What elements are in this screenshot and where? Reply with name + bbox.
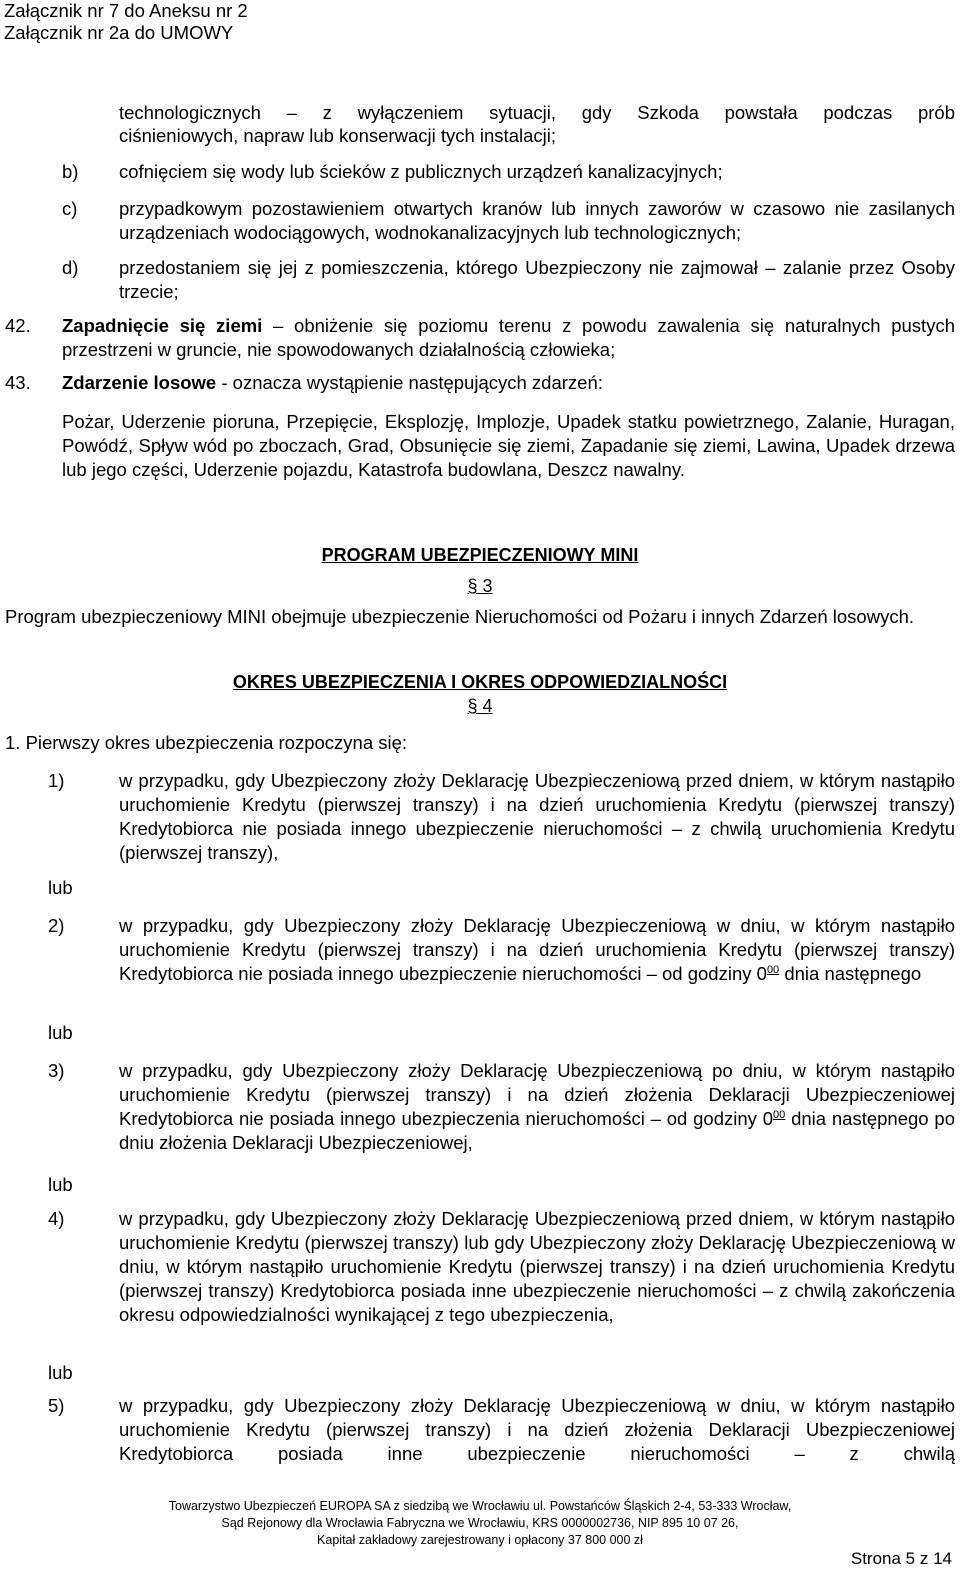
attachment-title-1: Załącznik nr 7 do Aneksu nr 2	[4, 0, 248, 21]
list-label-c: c)	[62, 198, 78, 219]
definition-43	[62, 371, 955, 395]
okres-lub-1: lub	[48, 877, 73, 898]
definition-term-42: Zapadnięcie się ziemi	[62, 315, 263, 336]
section-title-program: PROGRAM UBEZPIECZENIOWY MINI	[321, 545, 639, 565]
definition-text-42: – obniżenie się poziomu terenu z powodu zawalenia się naturalnych pustych przestrzeni w gruncie, nie spowodowanych działalnością człowieka;	[62, 315, 955, 360]
attachment-title-2: Załącznik nr 2a do UMOWY	[4, 22, 234, 43]
okres-item-2-text: w przypadku, gdy Ubezpieczony złoży Deklarację Ubezpieczeniową w dniu, w którym nastąpiło uruchomienie Kredytu (pierwszej transzy) i na dzień uruchomienia Kredytu (pierwszej transzy) Kredytobiorca nie posiada innego ubezpieczenie nieruchomości – od godziny 0	[119, 915, 955, 984]
definition-43-event-list: Pożar, Uderzenie pioruna, Przepięcie, Eksplozję, Implozje, Upadek statku powietrznego, Zalanie, Huragan, Powódź, Spływ wód po zboczach, Grad, Obsunięcie się ziemi, Zapadanie się ziemi, Lawina, Upadek drzewa lub jego części, Uderzenie pojazdu, Katastrofa budowlana, Deszcz nawalny.	[62, 411, 955, 480]
okres-item-1: w przypadku, gdy Ubezpieczony złoży Deklarację Ubezpieczeniową przed dniem, w którym nastąpiło uruchomienie Kredytu (pierwszej transzy) i na dzień uruchomienia Kredytu (pierwszej transzy) Kredytobiorca nie posiada innego ubezpieczenie nieruchomości – z chwilą uruchomienia Kredytu (pierwszej transzy),	[119, 770, 955, 863]
okres-lub-2: lub	[48, 1022, 73, 1043]
definition-number-43: 43.	[5, 372, 31, 393]
definition-term-43: Zdarzenie losowe	[62, 372, 217, 393]
page-number: Strona 5 z 14	[850, 1549, 952, 1568]
section-title-okres: OKRES UBEZPIECZENIA I OKRES ODPOWIEDZIALNOŚCI	[232, 672, 728, 692]
okres-lub-3: lub	[48, 1174, 73, 1195]
okres-item-3-tail: dnia następnego po dniu złożenia Deklaracji Ubezpieczeniowej,	[119, 1108, 955, 1153]
okres-label-3: 3)	[48, 1060, 65, 1081]
program-description: Program ubezpieczeniowy MINI obejmuje ubezpieczenie Nieruchomości od Pożaru i innych Zdarzeń losowych.	[5, 606, 914, 627]
definition-text-43: - oznacza wystąpienie następujących zdarzeń:	[216, 372, 603, 393]
section-number-4: § 4	[467, 696, 493, 716]
list-label-d: d)	[62, 257, 79, 278]
list-item-b: cofnięciem się wody lub ścieków z publicznych urządzeń kanalizacyjnych;	[119, 161, 723, 182]
okres-item-3	[119, 1059, 955, 1155]
footer-company: Towarzystwo Ubezpieczeń EUROPA SA z siedzibą we Wrocławiu ul. Powstańców Śląskich 2-4, 53-333 Wrocław,	[168, 1499, 792, 1513]
okres-item-3-text: w przypadku, gdy Ubezpieczony złoży Deklarację Ubezpieczeniową po dniu, w którym nastąpiło uruchomienie Kredytu (pierwszej transzy) i na dzień złożenia Deklaracji Ubezpieczeniowej Kredytobiorca nie posiada innego ubezpieczenia nieruchomości – od godziny 0	[119, 1060, 955, 1129]
list-item-a-continuation-1: technologicznych – z wyłączeniem sytuacji, gdy Szkoda powstała podczas prób	[119, 102, 955, 123]
footer-capital: Kapitał zakładowy zarejestrowany i opłacony 37 800 000 zł	[317, 1533, 643, 1547]
list-label-b: b)	[62, 161, 79, 182]
footer-court-registry: Sąd Rejonowy dla Wrocławia Fabryczna we Wrocławiu, KRS 0000002736, NIP 895 10 07 26,	[221, 1516, 739, 1530]
okres-label-5: 5)	[48, 1395, 65, 1416]
list-item-a-continuation-2: ciśnieniowych, napraw lub konserwacji tych instalacji;	[119, 125, 556, 146]
list-item-c: przypadkowym pozostawieniem otwartych kranów lub innych zaworów w czasowo nie zasilanych urządzeniach wodociągowych, wodnokanalizacyjnych lub technologicznych;	[119, 198, 955, 243]
section-number-3: § 3	[467, 576, 493, 596]
okres-paragraph-1: 1. Pierwszy okres ubezpieczenia rozpoczyna się:	[5, 732, 408, 753]
okres-label-4: 4)	[48, 1208, 65, 1229]
okres-item-5: w przypadku, gdy Ubezpieczony złoży Deklarację Ubezpieczeniową w dniu, w którym nastąpiło uruchomienie Kredytu (pierwszej transzy) i na dzień złożenia Deklaracji Ubezpieczeniowej Kredytobiorca posiada inne ubezpieczenie nieruchomości – z chwilą	[119, 1395, 955, 1464]
list-item-d: przedostaniem się jej z pomieszczenia, którego Ubezpieczony nie zajmował – zalanie przez Osoby trzecie;	[119, 257, 955, 302]
definition-42	[62, 314, 955, 362]
definition-number-42: 42.	[5, 315, 31, 336]
okres-item-4: w przypadku, gdy Ubezpieczony złoży Deklarację Ubezpieczeniową przed dniem, w którym nastąpiło uruchomienie Kredytu (pierwszej transzy) lub gdy Ubezpieczony złoży Deklarację Ubezpieczeniową w dniu, w którym nastąpiło uruchomienie Kredytu (pierwszej transzy) i na dzień uruchomienia Kredytu (pierwszej transzy) Kredytobiorca posiada inne ubezpieczenie nieruchomości – z chwilą zakończenia okresu odpowiedzialności wynikającej z tego ubezpieczenia,	[119, 1208, 955, 1325]
okres-lub-4: lub	[48, 1362, 73, 1383]
okres-label-1: 1)	[48, 770, 65, 791]
okres-item-2-tail: dnia następnego	[779, 963, 922, 984]
okres-item-2-hour-sup: 00	[766, 963, 780, 976]
okres-item-2	[119, 914, 955, 986]
okres-label-2: 2)	[48, 915, 65, 936]
okres-item-3-hour-sup: 00	[773, 1108, 786, 1121]
